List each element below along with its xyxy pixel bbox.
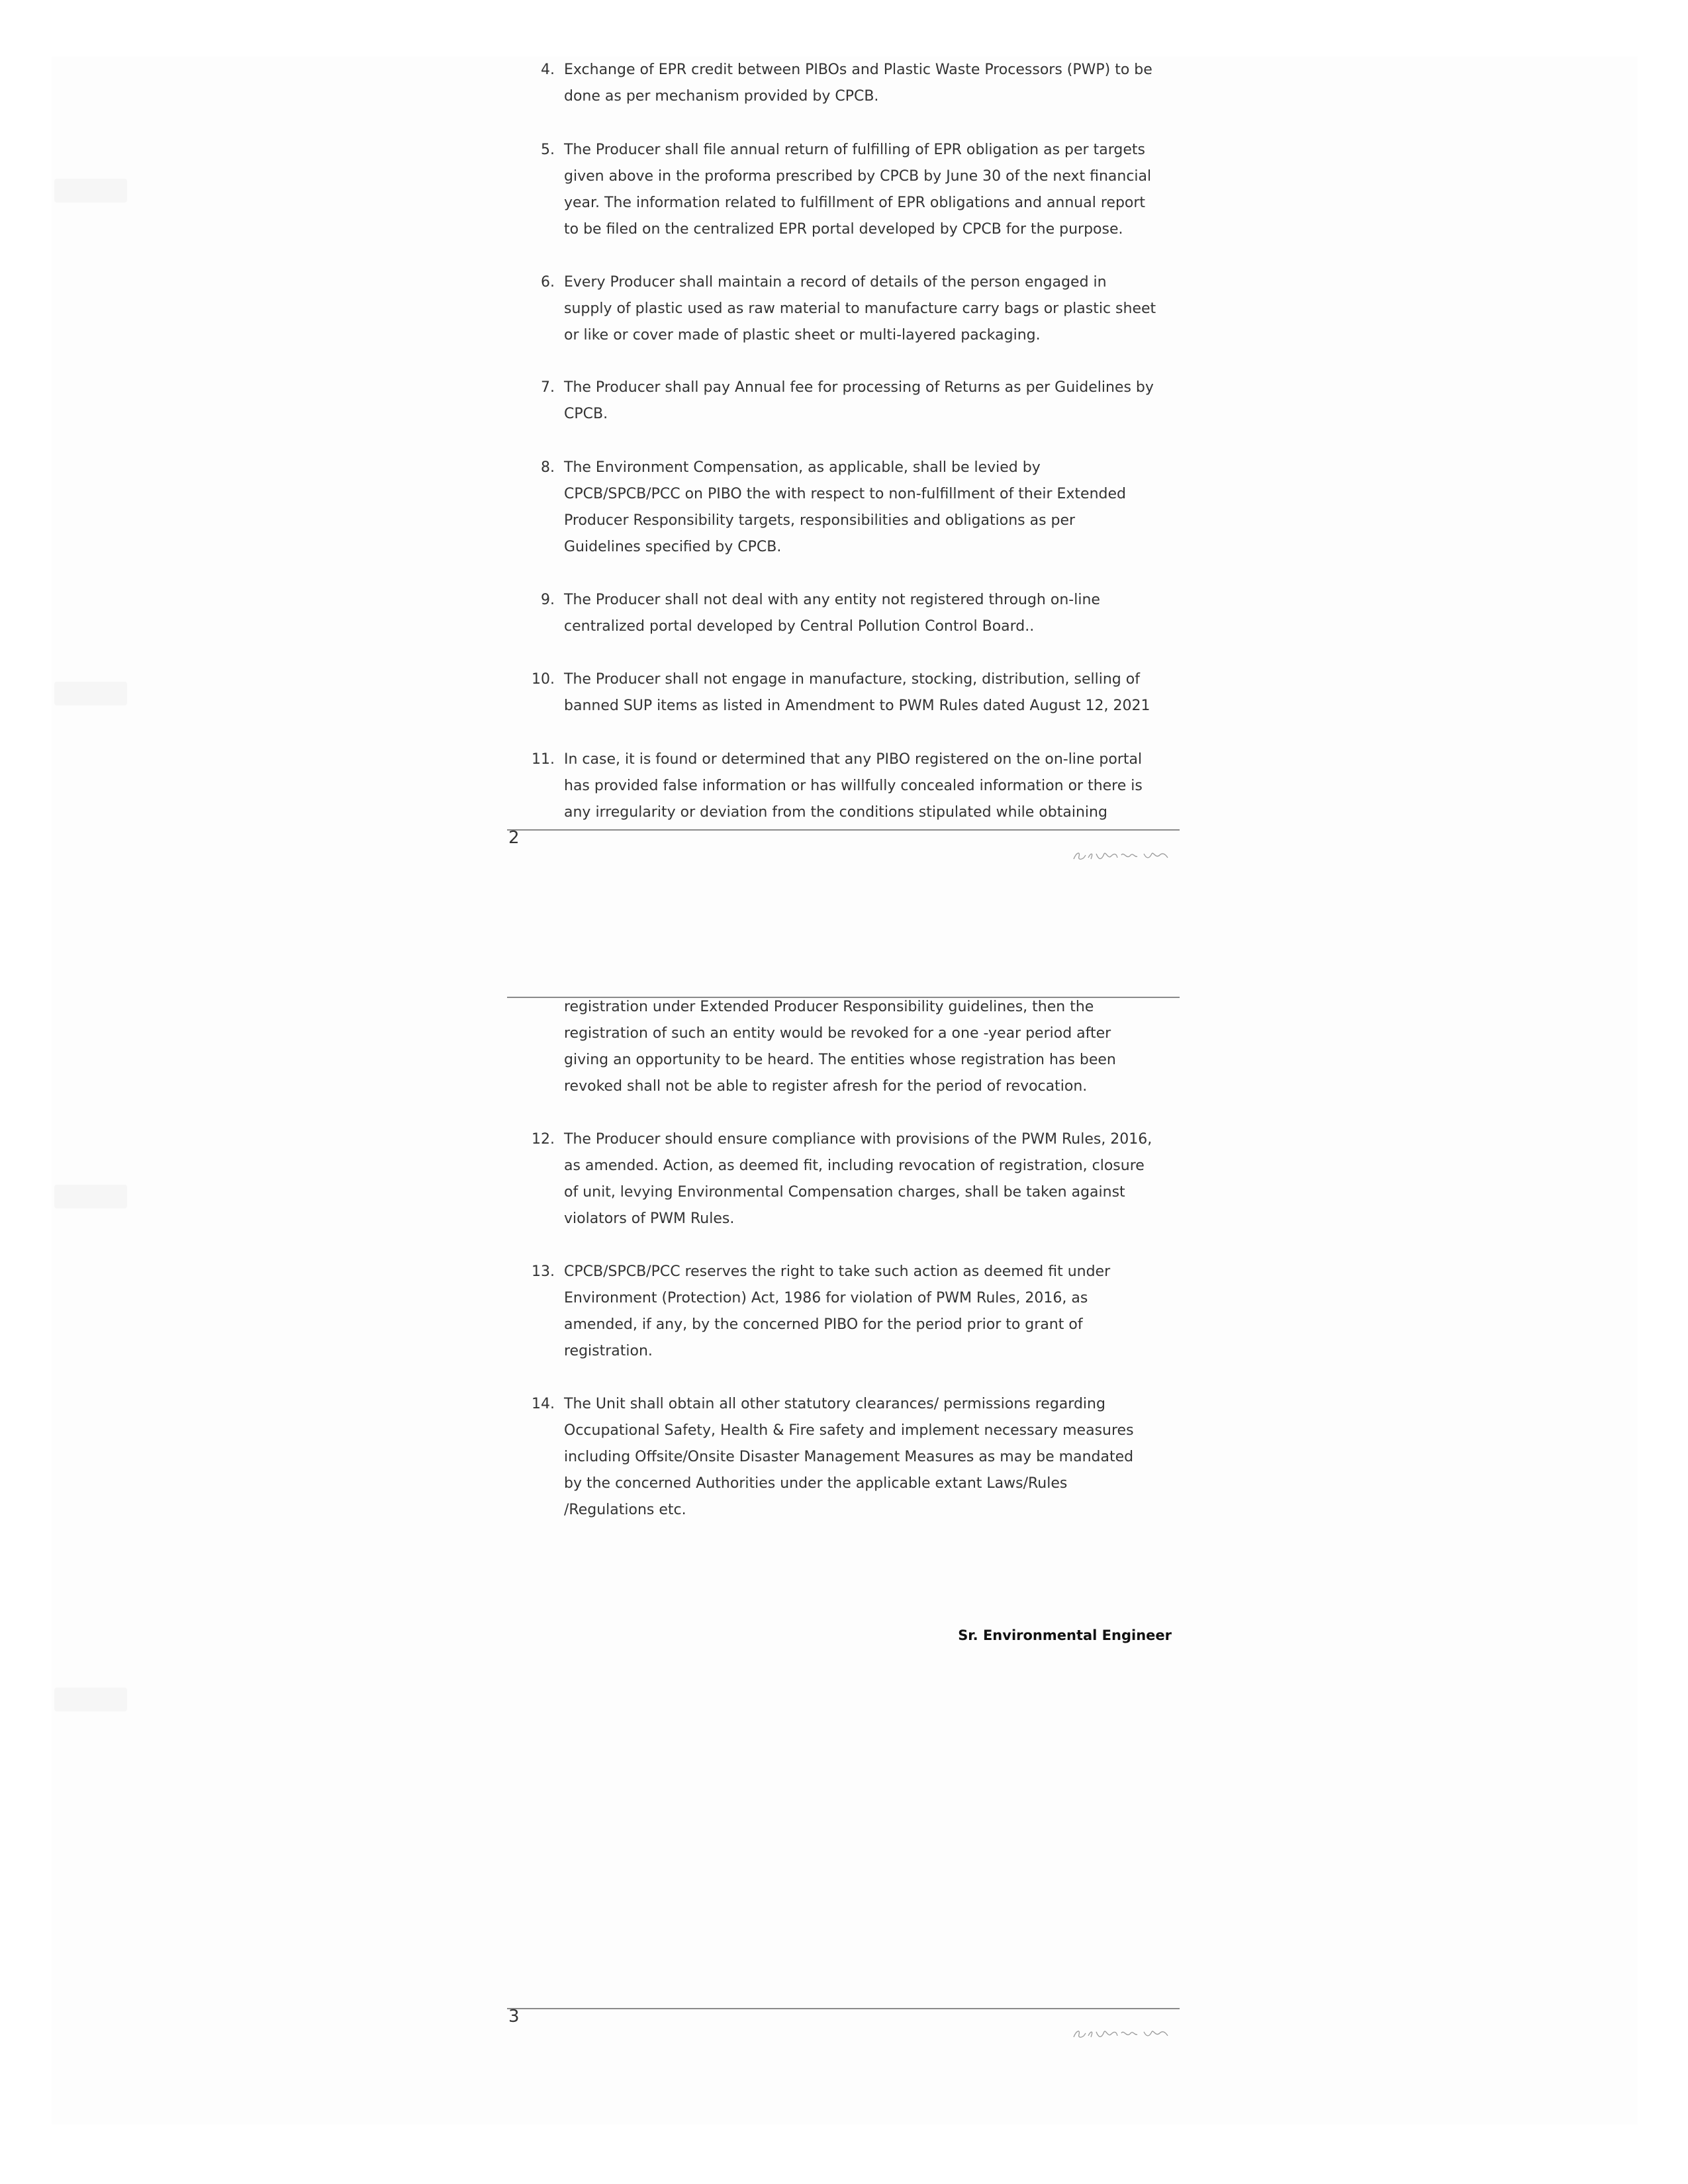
list-line: giving an opportunity to be heard. The entities whose registration has been bbox=[564, 1052, 1116, 1068]
list-number: 10. bbox=[532, 671, 555, 688]
list-line: revoked shall not be able to register afresh for the period of revocation. bbox=[564, 1078, 1088, 1095]
list-number: 8. bbox=[541, 459, 555, 476]
list-number: 5. bbox=[541, 142, 555, 158]
list-number: 4. bbox=[541, 62, 555, 78]
list-line: Producer Responsibility targets, responsibilities and obligations as per bbox=[564, 512, 1076, 529]
list-line: violators of PWM Rules. bbox=[564, 1210, 735, 1227]
list-line: any irregularity or deviation from the conditions stipulated while obtaining bbox=[564, 804, 1107, 821]
list-number: 12. bbox=[532, 1131, 555, 1148]
list-line: CPCB/SPCB/PCC on PIBO the with respect to non-fulfillment of their Extended bbox=[564, 486, 1126, 502]
margin-mark bbox=[54, 179, 127, 203]
list-line: year. The information related to fulfillment of EPR obligations and annual report bbox=[564, 195, 1146, 211]
list-line: /Regulations etc. bbox=[564, 1502, 686, 1518]
margin-mark bbox=[54, 1185, 127, 1208]
list-line: supply of plastic used as raw material to manufacture carry bags or plastic sheet bbox=[564, 300, 1156, 317]
list-line: including Offsite/Onsite Disaster Management Measures as may be mandated bbox=[564, 1449, 1134, 1465]
list-number: 6. bbox=[541, 274, 555, 291]
list-number: 7. bbox=[541, 379, 555, 396]
list-line: The Producer shall not engage in manufacture, stocking, distribution, selling of bbox=[564, 671, 1140, 688]
list-line: The Producer should ensure compliance with provisions of the PWM Rules, 2016, bbox=[564, 1131, 1152, 1148]
list-line: done as per mechanism provided by CPCB. bbox=[564, 88, 879, 105]
list-line: CPCB. bbox=[564, 406, 608, 422]
list-line: by the concerned Authorities under the applicable extant Laws/Rules bbox=[564, 1475, 1068, 1492]
list-line: of unit, levying Environmental Compensation charges, shall be taken against bbox=[564, 1184, 1125, 1201]
list-number: 14. bbox=[532, 1396, 555, 1412]
list-line: CPCB/SPCB/PCC reserves the right to take such action as deemed fit under bbox=[564, 1263, 1111, 1280]
signer-title: Sr. Environmental Engineer bbox=[958, 1627, 1172, 1643]
list-line: The Unit shall obtain all other statutory clearances/ permissions regarding bbox=[564, 1396, 1105, 1412]
list-line: The Producer shall not deal with any entity not registered through on-line bbox=[564, 592, 1100, 608]
page-number: 3 bbox=[508, 2007, 520, 2026]
list-line: given above in the proforma prescribed by CPCB by June 30 of the next financial bbox=[564, 168, 1152, 185]
list-line: Guidelines specified by CPCB. bbox=[564, 539, 782, 555]
margin-mark bbox=[54, 682, 127, 705]
footer-rule bbox=[507, 829, 1180, 831]
list-line: The Environment Compensation, as applicable, shall be levied by bbox=[564, 459, 1041, 476]
list-line: Every Producer shall maintain a record of details of the person engaged in bbox=[564, 274, 1107, 291]
list-line: centralized portal developed by Central Pollution Control Board.. bbox=[564, 618, 1035, 635]
list-number: 11. bbox=[532, 751, 555, 768]
signature-image bbox=[1071, 846, 1170, 866]
list-line: has provided false information or has willfully concealed information or there is bbox=[564, 778, 1143, 794]
list-line: registration of such an entity would be revoked for a one -year period after bbox=[564, 1025, 1111, 1042]
list-line: Exchange of EPR credit between PIBOs and Plastic Waste Processors (PWP) to be bbox=[564, 62, 1152, 78]
list-number: 9. bbox=[541, 592, 555, 608]
list-line: as amended. Action, as deemed fit, including revocation of registration, closure bbox=[564, 1158, 1145, 1174]
list-line: registration under Extended Producer Responsibility guidelines, then the bbox=[564, 999, 1094, 1015]
list-line: Environment (Protection) Act, 1986 for violation of PWM Rules, 2016, as bbox=[564, 1290, 1088, 1306]
list-line: or like or cover made of plastic sheet or multi-layered packaging. bbox=[564, 327, 1041, 343]
margin-mark bbox=[54, 1688, 127, 1711]
signature-image bbox=[1071, 2024, 1170, 2044]
list-line: Occupational Safety, Health & Fire safety and implement necessary measures bbox=[564, 1422, 1134, 1439]
list-line: amended, if any, by the concerned PIBO for the period prior to grant of bbox=[564, 1316, 1083, 1333]
list-line: In case, it is found or determined that any PIBO registered on the on-line portal bbox=[564, 751, 1143, 768]
list-line: registration. bbox=[564, 1343, 653, 1359]
list-line: to be filed on the centralized EPR portal developed by CPCB for the purpose. bbox=[564, 221, 1123, 238]
list-number: 13. bbox=[532, 1263, 555, 1280]
list-line: banned SUP items as listed in Amendment to PWM Rules dated August 12, 2021 bbox=[564, 698, 1150, 714]
list-line: The Producer shall file annual return of fulfilling of EPR obligation as per targets bbox=[564, 142, 1145, 158]
page-number: 2 bbox=[508, 828, 520, 848]
list-line: The Producer shall pay Annual fee for processing of Returns as per Guidelines by bbox=[564, 379, 1154, 396]
footer-rule bbox=[507, 2008, 1180, 2009]
